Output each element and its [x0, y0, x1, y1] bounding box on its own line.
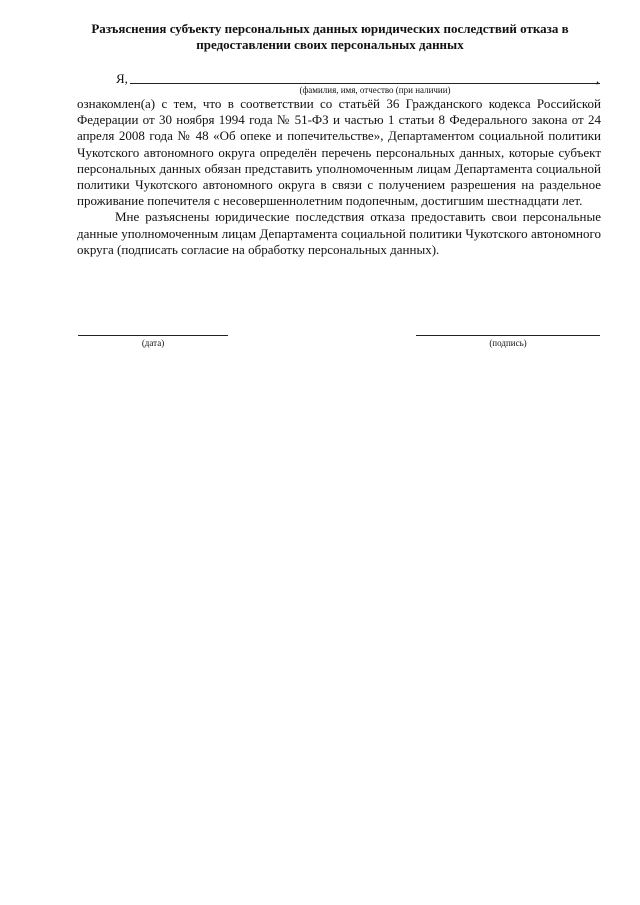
name-input-line[interactable]: [130, 83, 600, 84]
paragraph-acknowledgement: ознакомлен(а) с тем, что в соответствии со статьёй 36 Гражданского кодекса Российской Федерации от 30 ноября 1994 года № 51-ФЗ и частью 1 статьи 8 Федерального закона от 24 апреля 2008 года № 48 «Об опеке и попечительстве», Департаментом социальной политики Чукотского автономного округа определён перечень персональных данных, которые субъект персональных данных обязан представить уполномоченным лицам Департамента социальной политики Чукотского автономного округа в связи с получением разрешения на раздельное проживание попечителя с несовершеннолетним подопечным, достигшим шестнадцати лет.: [77, 96, 601, 209]
signature-input-line[interactable]: [416, 327, 600, 336]
name-prefix: Я,: [116, 71, 128, 86]
date-input-line[interactable]: [78, 327, 228, 336]
date-label: (дата): [141, 338, 165, 348]
name-hint: (фамилия, имя, отчество (при наличии): [299, 85, 451, 95]
document-title: Разъяснения субъекту персональных данных юридических последствий отказа в предоставлении своих персональных данных: [91, 21, 569, 52]
name-suffix: ,: [596, 71, 600, 86]
signature-field: [416, 327, 600, 348]
paragraph-consequences: Мне разъяснены юридические последствия отказа предоставить свои персональные данные уполномоченным лицам Департамента социальной политики Чукотского автономного округа (подписать согласие на обработку персональных данных).: [77, 209, 601, 257]
date-field: [78, 327, 228, 348]
signature-label: (подпись): [489, 338, 527, 348]
document-body: [77, 96, 601, 258]
